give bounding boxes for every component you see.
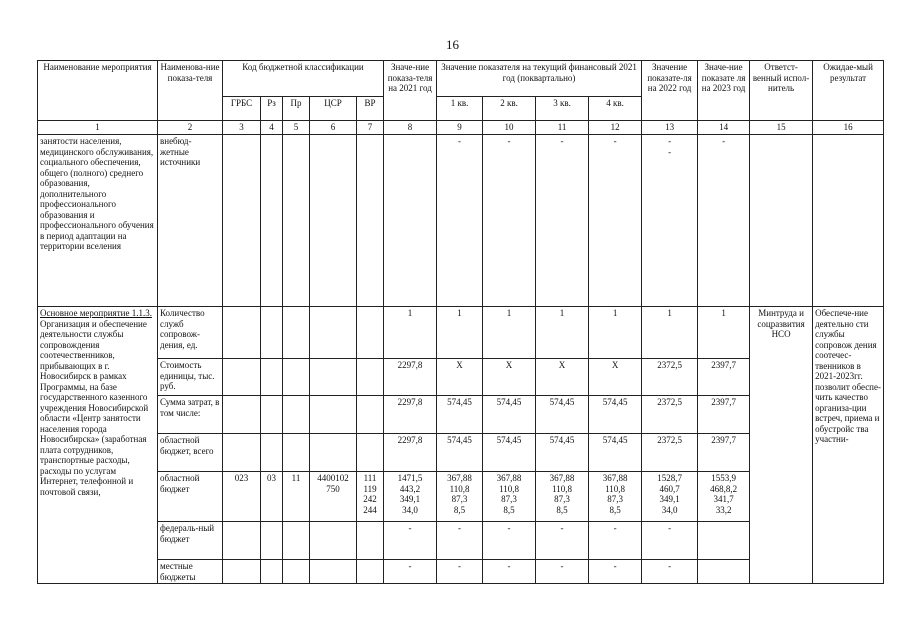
cell-value-2022: 2372,5 [642, 396, 698, 434]
col-number: 12 [589, 121, 642, 135]
indicator-name: областной бюджет [158, 472, 223, 522]
cell-rz [261, 560, 283, 584]
page-number: 16 [446, 37, 459, 52]
header-csr: ЦСР [310, 97, 357, 121]
cell-q1: 574,45 [437, 396, 483, 434]
cell-value-2022: 1 [642, 307, 698, 359]
header-grbs: ГРБС [223, 97, 261, 121]
cell-value-2023: - [698, 135, 750, 307]
budget-table [37, 60, 884, 584]
cell-q4: 1 [589, 307, 642, 359]
cell-q2: 574,45 [483, 434, 536, 472]
cell-pr [283, 560, 310, 584]
cell-q2: - [483, 522, 536, 560]
header-event-name: Наименование мероприятия [38, 61, 158, 121]
cell-vr [357, 396, 384, 434]
cell-vr [357, 307, 384, 359]
cell-value-2022: - [642, 560, 698, 584]
cell-q2: 367,88 110,8 87,3 8,5 [483, 472, 536, 522]
cell-q1: - [437, 560, 483, 584]
header-current-year: Значение показателя на текущий финансовый 2021 год (поквартально) [437, 61, 642, 97]
col-number: 4 [261, 121, 283, 135]
cell-value-2023: 1 [698, 307, 750, 359]
header-value-2021: Значе-ние показа-теля на 2021 год [384, 61, 437, 121]
cell-q3: X [536, 359, 589, 396]
header-pr: Пр [283, 97, 310, 121]
col-number: 13 [642, 121, 698, 135]
cell-pr [283, 307, 310, 359]
cell-csr [310, 522, 357, 560]
cell-grbs [223, 307, 261, 359]
table-row [38, 307, 884, 359]
cell-q2: - [483, 560, 536, 584]
col-number: 16 [813, 121, 884, 135]
header-indicator-name: Наименова-ние показа-теля [158, 61, 223, 121]
cell-q2: X [483, 359, 536, 396]
cell-vr: 111 119 242 244 [357, 472, 384, 522]
col-number: 15 [750, 121, 813, 135]
col-number: 1 [38, 121, 158, 135]
cell-csr: 4400102 750 [310, 472, 357, 522]
cell-value-2021: 2297,8 [384, 396, 437, 434]
event-name-continued: занятости населения, медицинского обслуживания, социального обеспечения, общего (полного) среднего образования, дополнительного профессионального образования и профессионального обучения в период адаптации на территории вселения [38, 135, 158, 307]
cell-grbs [223, 396, 261, 434]
indicator-name: Сумма затрат, в том числе: [158, 396, 223, 434]
cell-csr [310, 396, 357, 434]
cell-value-2023: 1553,9 468,8,2 341,7 33,2 [698, 472, 750, 522]
cell-rz [261, 434, 283, 472]
cell-q1: - [437, 135, 483, 307]
cell-value-2023 [698, 522, 750, 560]
column-number-row [38, 121, 884, 135]
cell-rz [261, 307, 283, 359]
cell-csr [310, 307, 357, 359]
col-number: 2 [158, 121, 223, 135]
header-responsible: Ответст-венный испол-нитель [750, 61, 813, 121]
cell-rz [261, 396, 283, 434]
cell-value-2022: 1528,7 460,7 349,1 34,0 [642, 472, 698, 522]
event-cell [38, 307, 158, 584]
cell-csr [310, 560, 357, 584]
col-number: 5 [283, 121, 310, 135]
indicator-name: внебюд-жетные источники [158, 135, 223, 307]
cell-q1: 367,88 110,8 87,3 8,5 [437, 472, 483, 522]
cell-value-2022: 2372,5 [642, 359, 698, 396]
cell-value-2021: 2297,8 [384, 434, 437, 472]
col-number: 11 [536, 121, 589, 135]
cell-value-2021: - [384, 522, 437, 560]
event-title: Основное мероприятие 1.1.3. [40, 308, 152, 318]
cell-q3: 574,45 [536, 396, 589, 434]
cell-q4: - [589, 560, 642, 584]
indicator-name: Стоимость единицы, тыс. руб. [158, 359, 223, 396]
cell-grbs [223, 434, 261, 472]
cell-value-2021: 1 [384, 307, 437, 359]
cell-rz: 03 [261, 472, 283, 522]
cell-value-2022: - [642, 522, 698, 560]
cell-q3: 367,88 110,8 87,3 8,5 [536, 472, 589, 522]
event-description: Организация и обеспечение деятельности службы сопровождения соотечественников, прибывающих в г. Новосибирск в рамках Программы, на базе государственного казенного учреждения Новосибирской области «Центр занятости населения города Новосибирска» (заработная плата сотрудников, транспортные расходы, расходы по услугам Интернет, телефонной и почтовой связи, [40, 318, 149, 497]
cell-value-2022: 2372,5 [642, 434, 698, 472]
cell-pr [283, 434, 310, 472]
cell-value-2023: 2397,7 [698, 359, 750, 396]
responsible-executor: Минтруда и соцразвития НСО [750, 307, 813, 584]
cell-pr [283, 396, 310, 434]
cell-q3: - [536, 135, 589, 307]
expected-result: Обеспече-ние деятельно сти службы сопровож дения соотечес-твенников в 2021-2023гг. позволит обеспе-чить качество организа-ции встреч, приема и обустройс тва участни- [813, 307, 884, 584]
cell-vr [357, 522, 384, 560]
cell-pr [283, 522, 310, 560]
cell-value-2023: 2397,7 [698, 396, 750, 434]
cell-value-2022: - - [642, 135, 698, 307]
cell-q3: - [536, 560, 589, 584]
header-value-2022: Значение показате-ля на 2022 год [642, 61, 698, 121]
cell-grbs [223, 359, 261, 396]
cell-q4: 574,45 [589, 396, 642, 434]
header-value-2023: Значе-ние показате ля на 2023 год [698, 61, 750, 121]
cell-q1: 1 [437, 307, 483, 359]
indicator-name: местные бюджеты [158, 560, 223, 584]
cell-value-2023: 2397,7 [698, 434, 750, 472]
cell-rz [261, 522, 283, 560]
cell-q2: 574,45 [483, 396, 536, 434]
col-number: 10 [483, 121, 536, 135]
header-q3: 3 кв. [536, 97, 589, 121]
cell-q1: X [437, 359, 483, 396]
cell-q4: - [589, 522, 642, 560]
cell-q4: 367,88 110,8 87,3 8,5 [589, 472, 642, 522]
cell-q1: 574,45 [437, 434, 483, 472]
header-rz: Рз [261, 97, 283, 121]
header-q1: 1 кв. [437, 97, 483, 121]
cell-q3: - [536, 522, 589, 560]
cell-value-2021: 1471,5 443,2 349,1 34,0 [384, 472, 437, 522]
cell-value-2021: - [384, 560, 437, 584]
col-number: 9 [437, 121, 483, 135]
cell-vr [357, 434, 384, 472]
cell-q4: - [589, 135, 642, 307]
cell-q2: 1 [483, 307, 536, 359]
header-q4: 4 кв. [589, 97, 642, 121]
cell-rz [261, 359, 283, 396]
cell-q4: X [589, 359, 642, 396]
header-budget-code: Код бюджетной классификации [223, 61, 384, 97]
col-number: 8 [384, 121, 437, 135]
indicator-name: федераль-ный бюджет [158, 522, 223, 560]
cell-grbs [223, 522, 261, 560]
cell-q3: 1 [536, 307, 589, 359]
cell-vr [357, 560, 384, 584]
header-q2: 2 кв. [483, 97, 536, 121]
table-row [38, 135, 884, 307]
indicator-name: Количество служб сопровож-дения, ед. [158, 307, 223, 359]
col-number: 3 [223, 121, 261, 135]
header-expected: Ожидае-мый результат [813, 61, 884, 121]
col-number: 14 [698, 121, 750, 135]
cell-vr [357, 359, 384, 396]
cell-q1: - [437, 522, 483, 560]
cell-value-2021: 2297,8 [384, 359, 437, 396]
cell-q3: 574,45 [536, 434, 589, 472]
cell-csr [310, 434, 357, 472]
cell-value-2023 [698, 560, 750, 584]
col-number: 6 [310, 121, 357, 135]
cell-q2: - [483, 135, 536, 307]
cell-grbs: 023 [223, 472, 261, 522]
cell-csr [310, 359, 357, 396]
indicator-name: областной бюджет, всего [158, 434, 223, 472]
cell-grbs [223, 560, 261, 584]
cell-q4: 574,45 [589, 434, 642, 472]
cell-pr: 11 [283, 472, 310, 522]
col-number: 7 [357, 121, 384, 135]
header-vr: ВР [357, 97, 384, 121]
cell-pr [283, 359, 310, 396]
